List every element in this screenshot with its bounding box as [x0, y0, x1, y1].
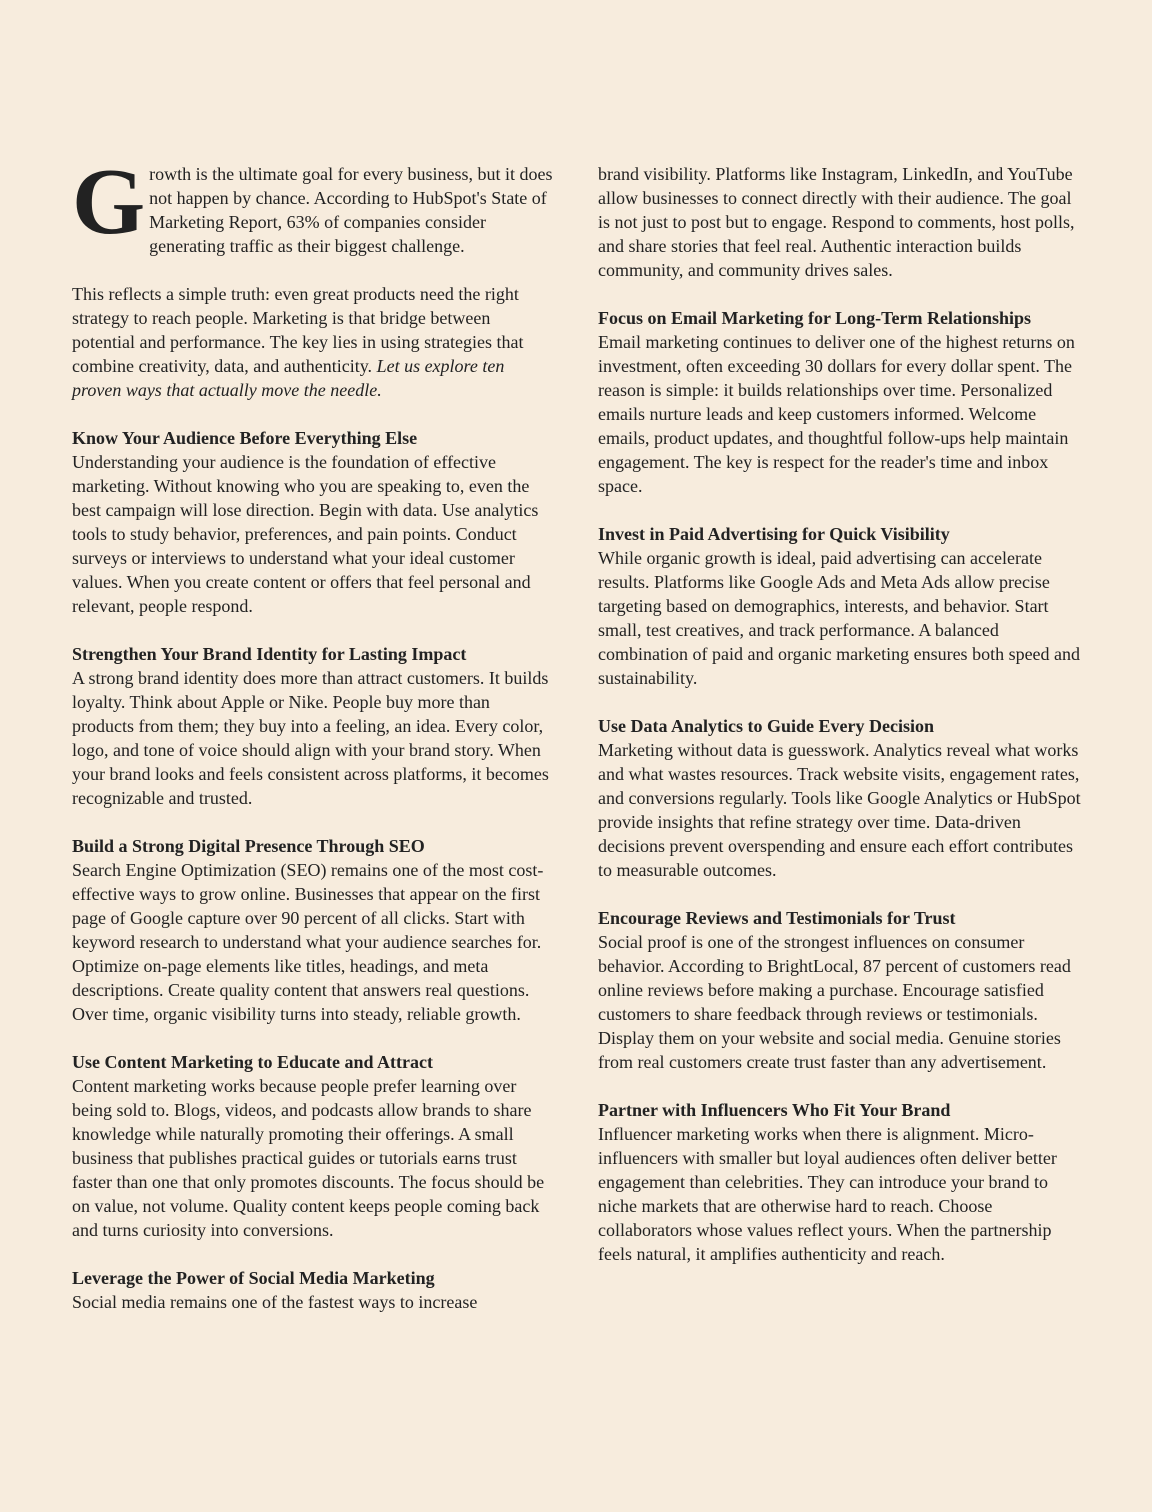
- intro-text-2: This reflects a simple truth: even great products need the right strategy to reach people. Marketing is that bridge between potential and performance. The key lies in using strategies that combine creativity, data, and authenticity.: [72, 284, 524, 376]
- section-email: [598, 306, 1082, 498]
- section-heading: Know Your Audience Before Everything Else: [72, 428, 418, 448]
- section-body-continued: brand visibility. Platforms like Instagram, LinkedIn, and YouTube allow businesses to connect directly with their audience. The goal is not just to post but to engage. Respond to comments, host polls, and share stories that feel real. Authentic interaction builds community, and community drives sales.: [598, 164, 1075, 280]
- section-body: A strong brand identity does more than attract customers. It builds loyalty. Think about Apple or Nike. People buy more than products from them; they buy into a feeling, an idea. Every color, logo, and tone of voice should align with your brand story. When your brand looks and feels consistent across platforms, it becomes recognizable and trusted.: [72, 668, 549, 808]
- intro-text: rowth is the ultimate goal for every business, but it does not happen by chance. According to HubSpot's State of Marketing Report, 63% of companies consider generating traffic as their biggest challenge.: [149, 164, 553, 256]
- section-social-media: [72, 1266, 556, 1314]
- section-seo: [72, 834, 556, 1026]
- section-body: Social proof is one of the strongest influences on consumer behavior. According to BrightLocal, 87 percent of customers read online reviews before making a purchase. Encourage satisfied customers to share feedback through reviews or testimonials. Display them on your website and social media. Genuine stories from real customers create trust faster than any advertisement.: [598, 932, 1071, 1072]
- section-body: Content marketing works because people prefer learning over being sold to. Blogs, videos, and podcasts allow brands to share knowledge while naturally promoting their offerings. A small business that publishes practical guides or tutorials earns trust faster than one that only promotes discounts. The focus should be on value, not volume. Quality content keeps people coming back and turns curiosity into conversions.: [72, 1076, 545, 1240]
- section-heading: Build a Strong Digital Presence Through SEO: [72, 836, 425, 856]
- section-body: Marketing without data is guesswork. Analytics reveal what works and what wastes resources. Track website visits, engagement rates, and conversions regularly. Tools like Google Analytics or HubSpot provide insights that refine strategy over time. Data-driven decisions prevent overspending and ensure each effort contributes to measurable outcomes.: [598, 740, 1081, 880]
- section-data-analytics: [598, 714, 1082, 882]
- section-content-marketing: [72, 1050, 556, 1242]
- section-influencers: [598, 1098, 1082, 1266]
- section-paid-ads: [598, 522, 1082, 690]
- section-brand-identity: [72, 642, 556, 810]
- section-body: Email marketing continues to deliver one of the highest returns on investment, often exceeding 30 dollars for every dollar spent. The reason is simple: it builds relationships over time. Personalized emails nurture leads and keep customers informed. Welcome emails, product updates, and thoughtful follow-ups help maintain engagement. The key is respect for the reader's time and inbox space.: [598, 332, 1075, 496]
- right-column: [598, 162, 1082, 1290]
- section-heading: Invest in Paid Advertising for Quick Visibility: [598, 524, 950, 544]
- section-heading: Use Data Analytics to Guide Every Decision: [598, 716, 934, 736]
- section-heading: Use Content Marketing to Educate and Attract: [72, 1052, 433, 1072]
- section-body: Search Engine Optimization (SEO) remains one of the most cost-effective ways to grow online. Businesses that appear on the first page of Google capture over 90 percent of all clicks. Start with keyword research to understand what your audience searches for. Optimize on-page elements like titles, headings, and meta descriptions. Create quality content that answers real questions. Over time, organic visibility turns into steady, reliable growth.: [72, 860, 544, 1024]
- section-body: Social media remains one of the fastest ways to increase: [72, 1292, 478, 1312]
- drop-cap: G: [72, 150, 146, 254]
- section-heading: Partner with Influencers Who Fit Your Brand: [598, 1100, 951, 1120]
- left-column: [72, 150, 556, 1338]
- section-reviews: [598, 906, 1082, 1074]
- section-heading: Leverage the Power of Social Media Marketing: [72, 1268, 435, 1288]
- section-know-audience: [72, 426, 556, 618]
- section-body: While organic growth is ideal, paid advertising can accelerate results. Platforms like Google Ads and Meta Ads allow precise targeting based on demographics, interests, and behavior. Start small, test creatives, and track performance. A balanced combination of paid and organic marketing ensures both speed and sustainability.: [598, 548, 1081, 688]
- section-body: Influencer marketing works when there is alignment. Micro-influencers with smaller but loyal audiences often deliver better engagement than celebrities. They can introduce your brand to niche markets that are otherwise hard to reach. Choose collaborators whose values reflect yours. When the partnership feels natural, it amplifies authenticity and reach.: [598, 1124, 1057, 1264]
- intro-paragraph: [72, 150, 556, 258]
- intro-paragraph-2: [72, 282, 556, 402]
- section-heading: Strengthen Your Brand Identity for Lasting Impact: [72, 644, 467, 664]
- section-heading: Encourage Reviews and Testimonials for Trust: [598, 908, 956, 928]
- intro-italic: Let us explore ten proven ways that actually move the needle.: [72, 356, 505, 400]
- section-heading: Focus on Email Marketing for Long-Term Relationships: [598, 308, 1032, 328]
- section-body: Understanding your audience is the foundation of effective marketing. Without knowing who you are speaking to, even the best campaign will lose direction. Begin with data. Use analytics tools to study behavior, preferences, and pain points. Conduct surveys or interviews to understand what your ideal customer values. When you create content or offers that feel personal and relevant, people respond.: [72, 452, 539, 616]
